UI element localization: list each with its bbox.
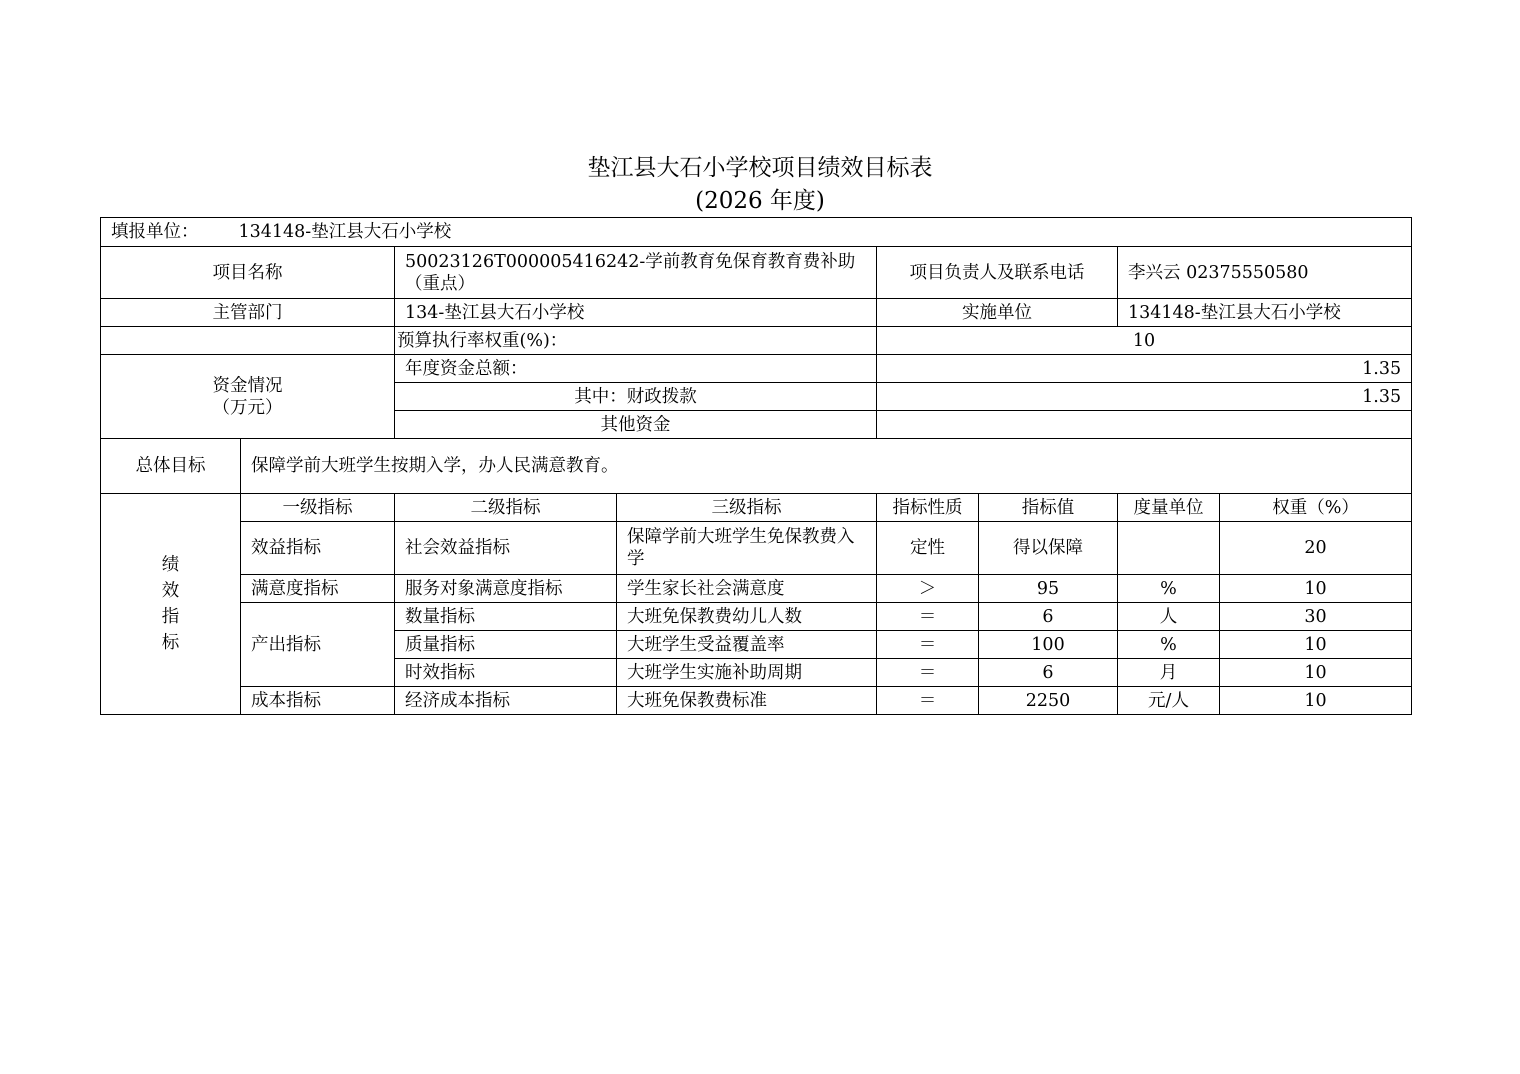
nature-cell: 定性 <box>877 522 979 575</box>
level2-cell: 时效指标 <box>395 659 617 687</box>
table-row <box>101 603 1412 631</box>
weight-cell: 20 <box>1220 522 1412 575</box>
goal-value: 保障学前大班学生按期入学，办人民满意教育。 <box>241 439 1412 494</box>
header-level1: 一级指标 <box>241 494 395 522</box>
level3-cell: 大班学生实施补助周期 <box>617 659 877 687</box>
fiscal-label: 其中：财政拨款 <box>395 383 877 411</box>
project-row <box>101 247 1412 299</box>
level2-cell: 经济成本指标 <box>395 687 617 715</box>
perf-label-char: 效 <box>161 581 180 601</box>
header-level2: 二级指标 <box>395 494 617 522</box>
budget-rate-blank <box>101 327 395 355</box>
level2-cell: 服务对象满意度指标 <box>395 575 617 603</box>
perf-label-char: 绩 <box>161 555 180 575</box>
table-row <box>101 575 1412 603</box>
unit-label: 填报单位： <box>111 222 199 242</box>
nature-cell: ＝ <box>877 687 979 715</box>
annual-total-value: 1.35 <box>877 355 1412 383</box>
leader-value: 李兴云 02375550580 <box>1118 247 1412 299</box>
header-value: 指标值 <box>979 494 1118 522</box>
value-cell: 6 <box>979 659 1118 687</box>
budget-rate-value: 10 <box>877 327 1412 355</box>
goal-row <box>101 439 1412 494</box>
funds-label <box>101 355 395 439</box>
level3-cell: 保障学前大班学生免保教费入学 <box>617 522 877 575</box>
weight-cell: 10 <box>1220 687 1412 715</box>
level1-cell: 成本指标 <box>241 687 395 715</box>
level3-cell: 学生家长社会满意度 <box>617 575 877 603</box>
page-title: 垫江县大石小学校项目绩效目标表 <box>587 155 933 181</box>
level3-cell: 大班免保教费标准 <box>617 687 877 715</box>
annual-total-label: 年度资金总额： <box>395 355 877 383</box>
unit-value: 134148-垫江县大石小学校 <box>238 222 452 242</box>
dept-value: 134-垫江县大石小学校 <box>395 299 877 327</box>
perf-indicator-label <box>101 494 241 715</box>
nature-cell: ＝ <box>877 631 979 659</box>
unit-cell <box>101 218 1412 247</box>
header-weight: 权重（%） <box>1220 494 1412 522</box>
page-subtitle: (2026 年度) <box>695 188 825 214</box>
level3-cell: 大班免保教费幼儿人数 <box>617 603 877 631</box>
goal-label: 总体目标 <box>101 439 241 494</box>
value-cell: 得以保障 <box>979 522 1118 575</box>
fiscal-value: 1.35 <box>877 383 1412 411</box>
nature-cell: ＝ <box>877 603 979 631</box>
value-cell: 100 <box>979 631 1118 659</box>
perf-label-char: 指 <box>161 607 180 627</box>
header-unit: 度量单位 <box>1118 494 1220 522</box>
funds-label-line1: 资金情况 <box>212 375 283 396</box>
unit-row <box>101 218 1412 247</box>
project-name-label: 项目名称 <box>101 247 395 299</box>
dept-label: 主管部门 <box>101 299 395 327</box>
impl-value: 134148-垫江县大石小学校 <box>1118 299 1412 327</box>
dept-row <box>101 299 1412 327</box>
table-row <box>101 687 1412 715</box>
unit-cell <box>1118 522 1220 575</box>
header-nature: 指标性质 <box>877 494 979 522</box>
level1-cell: 满意度指标 <box>241 575 395 603</box>
value-cell: 2250 <box>979 687 1118 715</box>
value-cell: 6 <box>979 603 1118 631</box>
nature-cell: ＝ <box>877 659 979 687</box>
budget-rate-label: 预算执行率权重(%)： <box>395 327 877 355</box>
level1-cell: 产出指标 <box>241 603 395 687</box>
other-label: 其他资金 <box>395 411 877 439</box>
level2-cell: 数量指标 <box>395 603 617 631</box>
unit-cell: 月 <box>1118 659 1220 687</box>
annual-total-row <box>101 355 1412 383</box>
performance-table <box>100 217 1412 715</box>
indicator-header-row <box>101 494 1412 522</box>
level3-cell: 大班学生受益覆盖率 <box>617 631 877 659</box>
unit-cell: 人 <box>1118 603 1220 631</box>
nature-cell: ＞ <box>877 575 979 603</box>
table-row <box>101 522 1412 575</box>
unit-cell: % <box>1118 631 1220 659</box>
weight-cell: 10 <box>1220 631 1412 659</box>
unit-cell: 元/人 <box>1118 687 1220 715</box>
leader-label: 项目负责人及联系电话 <box>877 247 1118 299</box>
header-level3: 三级指标 <box>617 494 877 522</box>
level1-cell: 效益指标 <box>241 522 395 575</box>
value-cell: 95 <box>979 575 1118 603</box>
weight-cell: 10 <box>1220 659 1412 687</box>
level2-cell: 社会效益指标 <box>395 522 617 575</box>
budget-rate-row <box>101 327 1412 355</box>
impl-label: 实施单位 <box>877 299 1118 327</box>
level2-cell: 质量指标 <box>395 631 617 659</box>
other-value <box>877 411 1412 439</box>
perf-label-char: 标 <box>161 633 180 653</box>
funds-label-line2: （万元） <box>212 397 283 418</box>
unit-cell: % <box>1118 575 1220 603</box>
project-name-value: 50023126T000005416242-学前教育免保育教育费补助（重点） <box>395 247 877 299</box>
weight-cell: 30 <box>1220 603 1412 631</box>
weight-cell: 10 <box>1220 575 1412 603</box>
